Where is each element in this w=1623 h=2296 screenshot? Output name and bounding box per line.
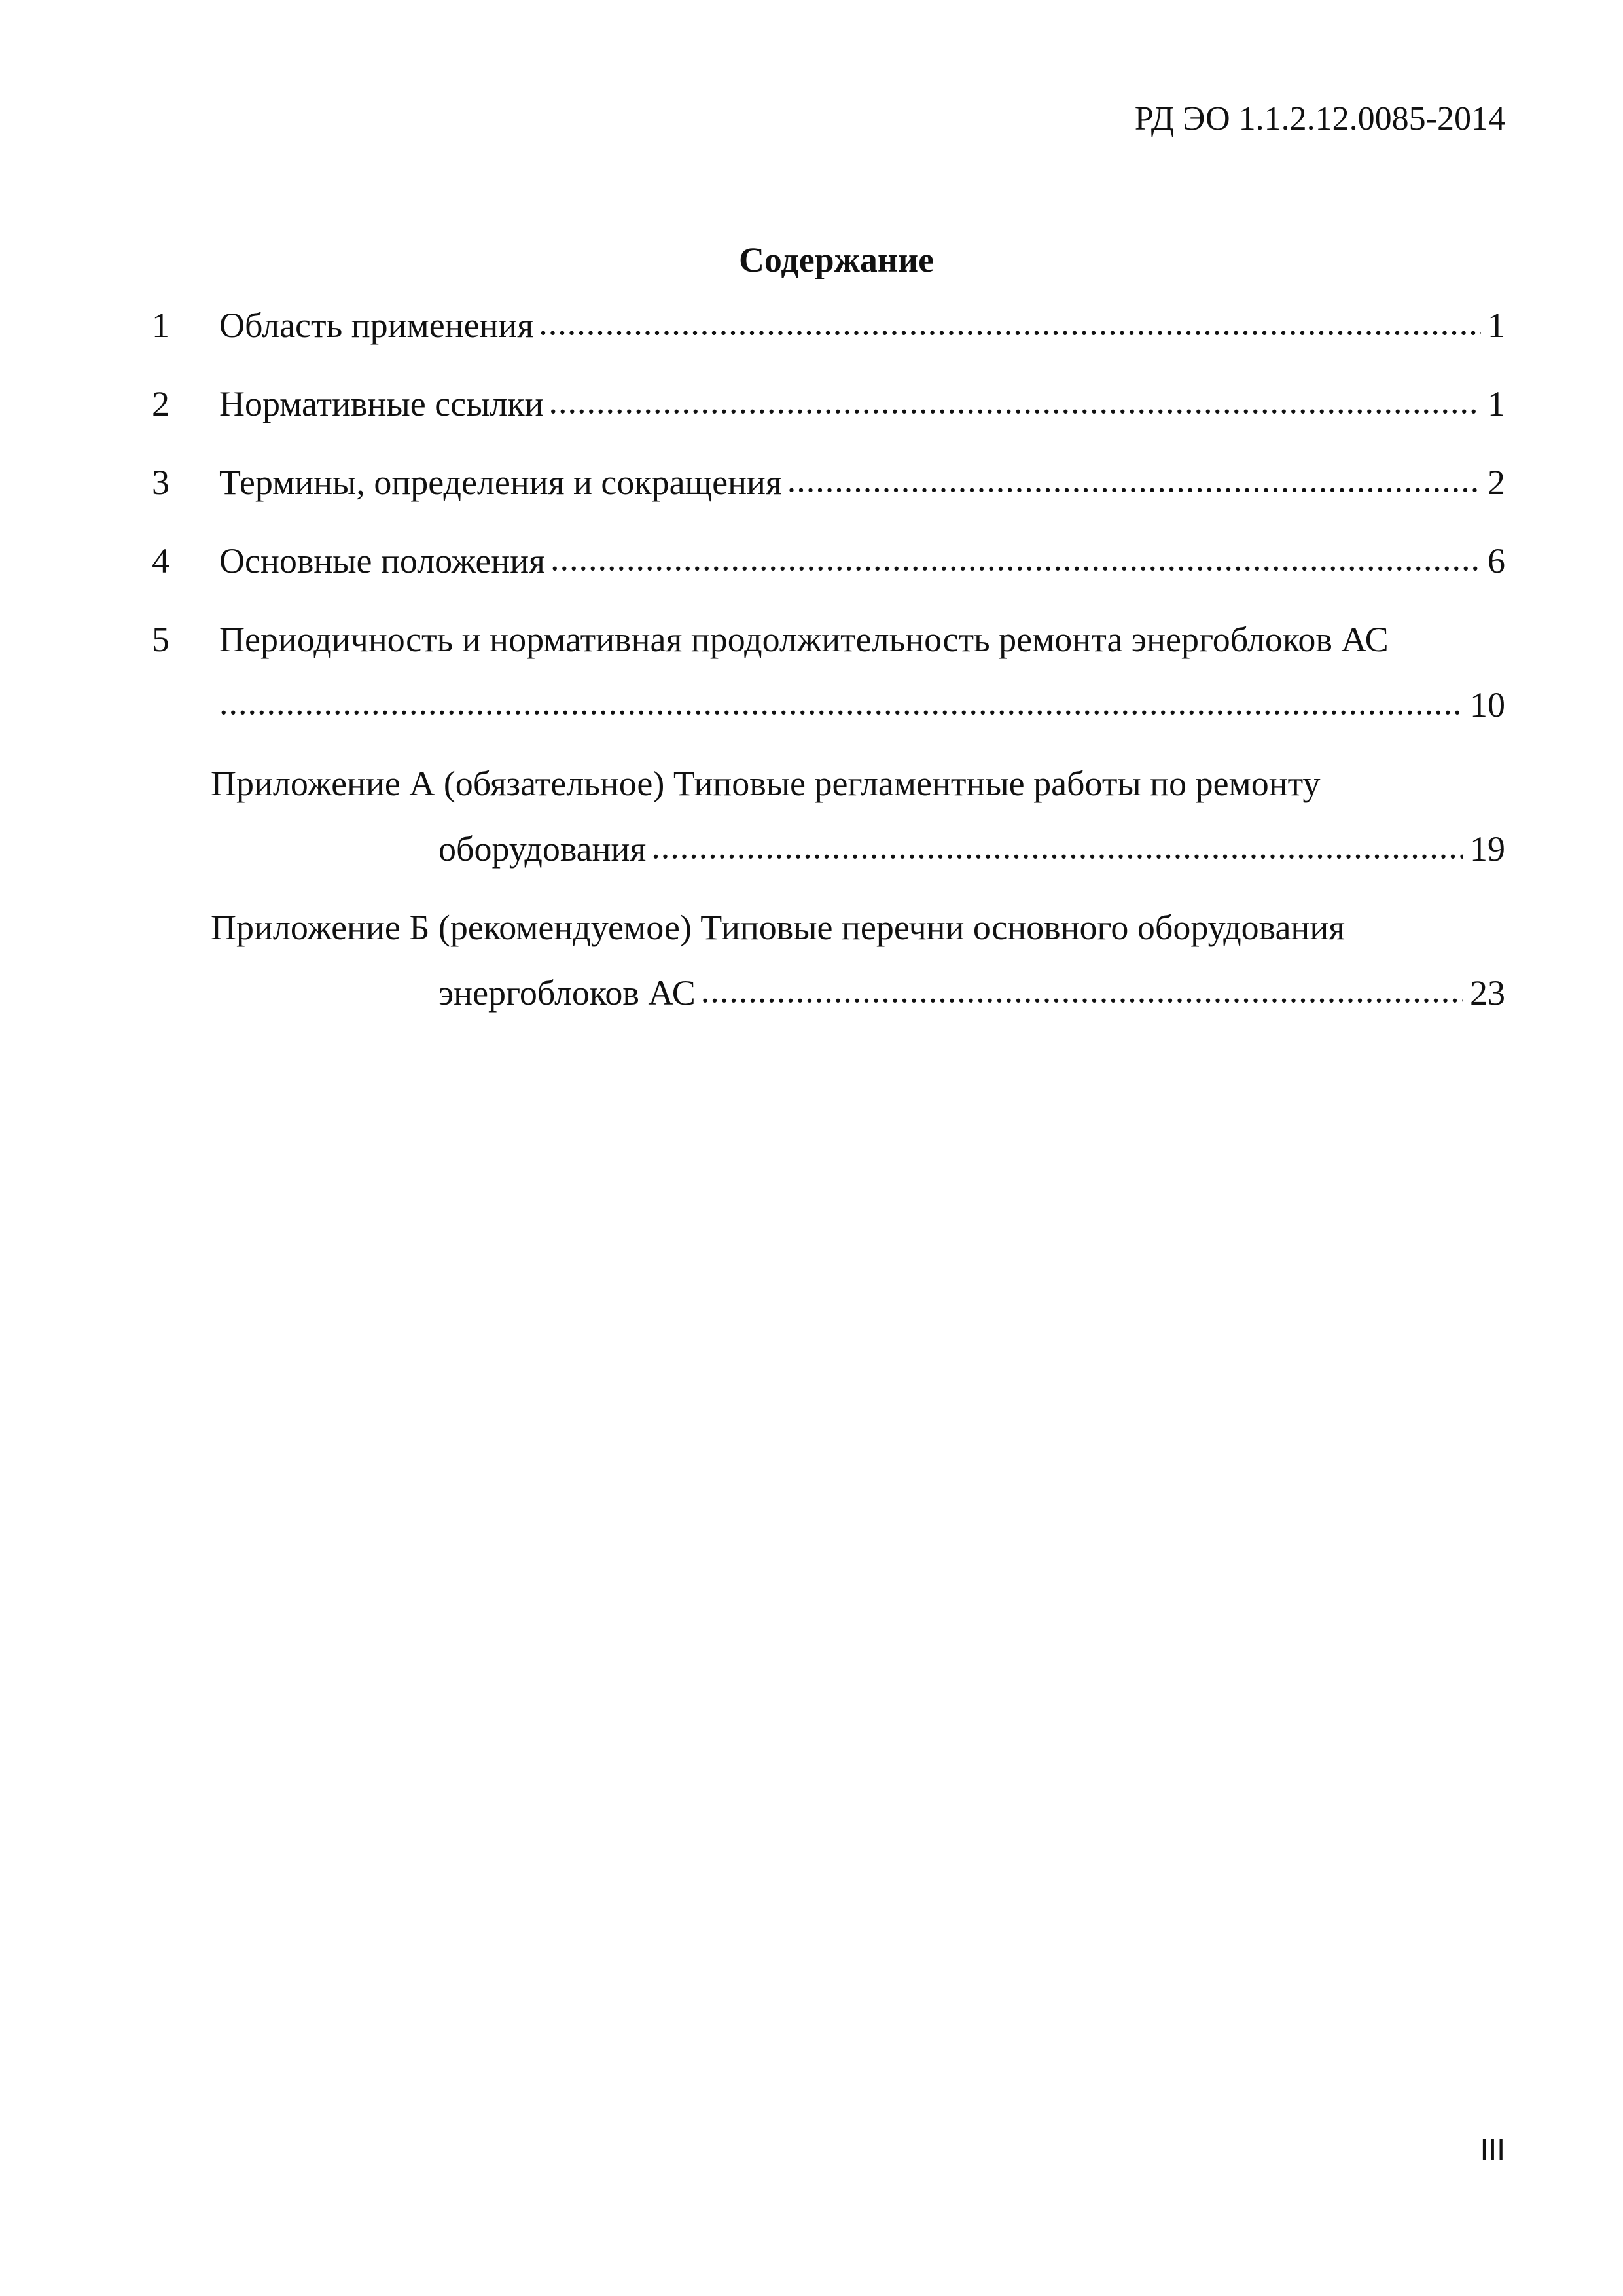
toc-entry-3[interactable] (152, 461, 1505, 504)
toc-entry-page[interactable]: 6 (1488, 541, 1505, 581)
toc-entry-page[interactable]: 2 (1488, 463, 1505, 502)
toc-entry-title[interactable]: энергоблоков АС (438, 973, 696, 1013)
toc-entry-page[interactable]: 10 (1470, 685, 1505, 725)
toc-entry-number: 5 (152, 620, 169, 659)
toc-entry-title[interactable]: Нормативные ссылки (219, 384, 544, 423)
toc-entry-page[interactable]: 1 (1488, 384, 1505, 423)
toc-entry-title[interactable]: Область применения (219, 306, 534, 345)
dot-leader (651, 825, 1463, 868)
toc-entry-page[interactable]: 19 (1470, 829, 1505, 869)
toc-entry-page[interactable]: 23 (1470, 973, 1505, 1013)
toc-entry-number: 1 (152, 306, 169, 345)
toc-entry-5[interactable] (152, 618, 1505, 661)
toc-entry-page[interactable]: 1 (1488, 306, 1505, 345)
toc-appendix-b-title[interactable]: Приложение Б (рекомендуемое) Типовые перечни основного оборудования (211, 908, 1346, 947)
toc-entry-title[interactable]: Термины, определения и сокращения (219, 463, 782, 502)
toc-appendix-a-title[interactable]: Приложение А (обязательное) Типовые регламентные работы по ремонту (211, 764, 1321, 803)
toc-entry-number: 3 (152, 463, 169, 502)
toc-entry-number: 4 (152, 541, 169, 581)
dot-leader (787, 458, 1481, 501)
toc-entry-2[interactable] (152, 382, 1505, 425)
toc-entry-4[interactable] (152, 539, 1505, 583)
dot-leader (701, 969, 1463, 1012)
toc-entry-number: 2 (152, 384, 169, 423)
page-number: III (1480, 2132, 1505, 2166)
dot-leader (219, 681, 1463, 724)
dot-leader (550, 537, 1481, 580)
toc-entry-1[interactable] (152, 304, 1505, 347)
toc-entry-title[interactable]: оборудования (438, 829, 647, 869)
toc-appendix-b[interactable] (438, 971, 1505, 1014)
dot-leader (549, 380, 1482, 423)
document-code-header: РД ЭО 1.1.2.12.0085-2014 (1134, 100, 1505, 137)
toc-appendix-a[interactable] (438, 827, 1505, 870)
toc-entry-title[interactable]: Основные положения (219, 541, 545, 581)
toc-entry-title[interactable]: Периодичность и нормативная продолжительность ремонта энергоблоков АС (219, 620, 1389, 659)
toc-entry-5-continuation[interactable] (219, 683, 1505, 726)
toc-title: Содержание (738, 240, 935, 279)
dot-leader (539, 301, 1481, 344)
